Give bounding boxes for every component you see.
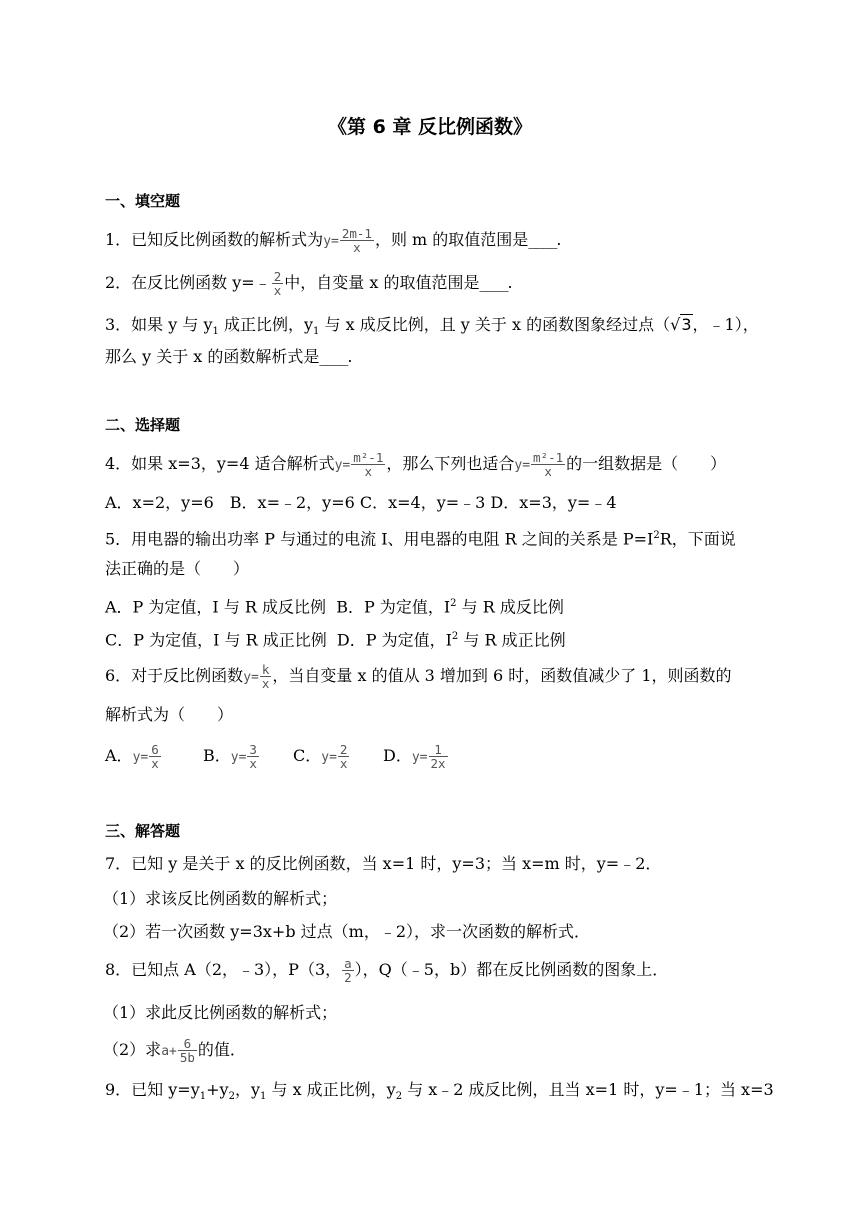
question-8-part-2 [103, 1035, 246, 1065]
q5-option-b-rest: 与 R 成反比例 [456, 597, 564, 617]
q6-option-c-numerator: 2 [339, 742, 348, 757]
q6-option-a-y: y= [132, 750, 149, 765]
question-5-options-cd [105, 622, 566, 652]
q8-numerator: a [344, 956, 352, 971]
q5-sup: 2 [653, 530, 660, 541]
q5-option-b-sup: 2 [450, 598, 457, 609]
q4-numerator-1: m²-1 [353, 450, 384, 465]
q5-option-b: B．P 为定值，I [336, 597, 451, 617]
question-6-line-2: 解析式为（ ） [105, 705, 234, 724]
q4-formula-y-2: y= [514, 458, 531, 473]
q3-end: . [347, 347, 353, 366]
q3-line2-text: 那么 y 关于 x 的函数解析式是 [105, 347, 320, 366]
q8-fraction [342, 957, 354, 984]
q6-formula-y: y= [243, 670, 259, 685]
q9-text-b: +y [206, 1080, 229, 1099]
q3-blank: ____ [319, 347, 348, 366]
question-6-line-1 [105, 661, 732, 691]
section-heading-fill-in: 一、填空题 [105, 192, 181, 210]
q6-option-b-denominator: x [249, 756, 257, 771]
q6-text: 6．对于反比例函数 [105, 666, 244, 685]
q8-part2-text: （2）求 [103, 1040, 162, 1059]
q1-formula-y: y= [323, 234, 339, 249]
q6-numerator: k [261, 662, 270, 677]
question-5-line-1 [105, 521, 736, 551]
q6-option-d-fraction [429, 743, 448, 770]
q4-fraction-2 [531, 451, 565, 478]
page-title: 《第 6 章 反比例函数》 [327, 116, 533, 138]
q2-numerator: 2 [273, 269, 282, 284]
q3-sub-2: 1 [313, 326, 320, 338]
q4-denominator-1: x [364, 464, 373, 479]
q3-text-b: 成正比例，y [218, 315, 314, 334]
q1-fraction [340, 227, 374, 254]
q5-option-c: C．P 为定值，I 与 R 成正比例 [105, 630, 327, 650]
question-7-line-1: 7．已知 y 是关于 x 的反比例函数，当 x=1 时，y=3；当 x=m 时，y=﹣2． [105, 854, 662, 873]
q6-option-a [105, 741, 203, 773]
q1-numerator: 2m-1 [341, 226, 372, 241]
q9-sub-4: 2 [395, 1091, 403, 1103]
q6-option-a-denominator: x [151, 756, 159, 771]
q4-text-after: 的一组数据是（ ） [566, 454, 727, 473]
q3-text-a: 3．如果 y 与 y [105, 315, 213, 334]
q3-sqrt: √3 [670, 315, 692, 334]
q2-text: 2．在反比例函数 y=﹣ [105, 273, 271, 292]
q4-numerator-2: m²-1 [533, 450, 564, 465]
q6-option-c-y: y= [321, 750, 337, 765]
q6-fraction [260, 663, 272, 690]
q5-text-b: R，下面说 [659, 529, 736, 549]
q9-text-a: 9．已知 y=y [105, 1080, 200, 1099]
q6-option-a-label: A． [105, 746, 133, 765]
q4-text-mid: ，那么下列也适合 [386, 454, 515, 473]
q2-fraction [272, 270, 284, 297]
q6-option-d-denominator: 2x [430, 756, 446, 771]
q5-option-d-rest: 与 R 成正比例 [458, 630, 566, 650]
q6-option-b-numerator: 3 [249, 742, 257, 757]
q6-option-b-fraction [247, 743, 259, 770]
question-5-options-ab [105, 589, 564, 619]
q9-text-e: 与 x﹣2 成反比例，且当 x=1 时，y=﹣1；当 x=3 [402, 1080, 774, 1099]
question-6-options [105, 741, 449, 771]
q5-option-d: D．P 为定值，I [336, 630, 452, 650]
q6-text-after: ，当自变量 x 的值从 3 增加到 6 时，函数值减少了 1，则函数的 [272, 666, 732, 685]
q6-option-d [383, 741, 449, 773]
question-2 [105, 268, 513, 298]
q9-sub-3: 1 [260, 1091, 267, 1103]
q4-denominator-2: x [544, 464, 552, 479]
section-heading-solve: 三、解答题 [105, 822, 181, 840]
question-4-options: A．x=2，y=6 B．x=﹣2，y=6 C．x=4，y=﹣3 D．x=3，y=﹣4 [105, 493, 617, 512]
question-3-line-1 [105, 310, 759, 340]
q6-option-c-denominator: x [339, 756, 348, 771]
q1-text-after: ，则 m 的取值范围是 [374, 230, 529, 249]
q6-option-c [293, 741, 383, 773]
question-9-line-1 [105, 1075, 774, 1105]
q4-fraction-1 [351, 451, 385, 478]
q9-sub-2: 2 [228, 1091, 235, 1103]
q9-text-d: 与 x 成正比例，y [266, 1080, 396, 1099]
q6-option-d-y: y= [411, 750, 428, 765]
q8-part2-fraction [178, 1037, 197, 1064]
q6-option-b-label: B． [203, 746, 231, 765]
q3-radicand: 3 [681, 315, 692, 334]
q9-sub-1: 1 [199, 1091, 207, 1103]
question-1 [105, 225, 561, 255]
q1-end: . [556, 230, 562, 249]
q2-blank: ____ [479, 273, 508, 292]
q4-formula-y-1: y= [334, 458, 351, 473]
q1-blank: ____ [528, 230, 557, 249]
q6-option-d-label: D． [383, 746, 412, 765]
q8-part2-numerator: 6 [178, 1037, 197, 1051]
q2-end: . [507, 273, 513, 292]
q6-option-b [203, 741, 293, 773]
q5-text-a: 5．用电器的输出功率 P 与通过的电流 I、用电器的电阻 R 之间的关系是 P=I [105, 529, 654, 549]
question-3-line-2 [105, 342, 353, 372]
q8-part2-text-after: 的值． [197, 1040, 246, 1059]
q8-denominator: 2 [344, 970, 352, 985]
section-heading-multiple-choice: 二、选择题 [105, 416, 181, 434]
question-8-part-1: （1）求此反比例函数的解析式； [103, 1003, 338, 1022]
q6-option-c-fraction [338, 743, 350, 770]
q5-option-d-sup: 2 [451, 631, 459, 642]
q6-option-a-fraction [149, 743, 161, 770]
question-8-line-1 [105, 955, 668, 985]
question-4 [105, 449, 726, 479]
q3-text-c: 与 x 成反比例，且 y 关于 x 的函数图象经过点（ [319, 315, 671, 334]
question-5-line-2: 法正确的是（ ） [105, 559, 250, 578]
q6-denominator: x [261, 676, 270, 691]
q1-denominator: x [353, 240, 361, 255]
question-7-part-2: （2）若一次函数 y=3x+b 过点（m，﹣2），求一次函数的解析式． [103, 922, 591, 941]
q4-text: 4．如果 x=3，y=4 适合解析式 [105, 454, 335, 473]
q3-sub-1: 1 [212, 326, 219, 338]
q8-part2-a: a+ [161, 1044, 177, 1059]
q9-text-c: ，y [234, 1080, 261, 1099]
q6-option-c-label: C． [293, 746, 322, 765]
q5-option-a: A．P 为定值，I 与 R 成反比例 [105, 597, 327, 617]
q8-text: 8．已知点 A（2，﹣3），P（3， [105, 960, 342, 979]
q6-option-a-numerator: 6 [151, 742, 159, 757]
q1-text: 1．已知反比例函数的解析式为 [105, 230, 324, 249]
q6-option-b-y: y= [230, 750, 247, 765]
q8-part2-denominator: 5b [179, 1050, 195, 1065]
question-7-part-1: （1）求该反比例函数的解析式； [103, 889, 338, 908]
q6-option-d-numerator: 1 [429, 743, 448, 757]
q2-text-after: 中，自变量 x 的取值范围是 [284, 273, 480, 292]
q8-text-after: ），Q（﹣5，b）都在反比例函数的图象上． [354, 960, 669, 979]
q2-denominator: x [273, 283, 282, 298]
q3-text-d: ，﹣1）， [692, 315, 759, 334]
